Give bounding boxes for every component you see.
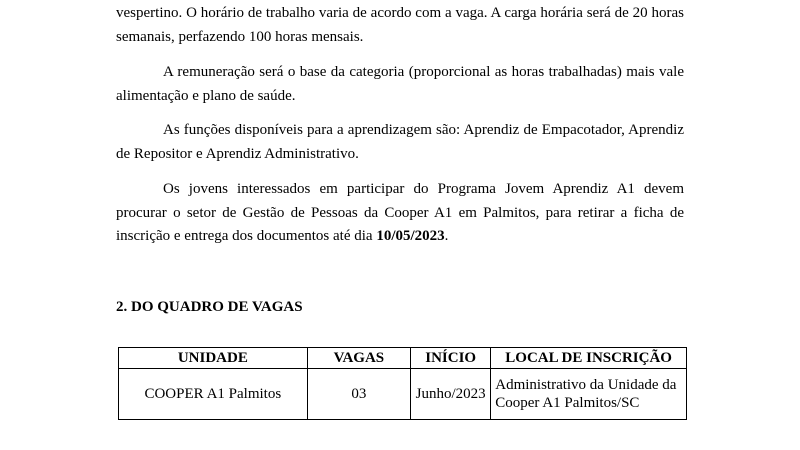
paragraph-functions-text: As funções disponíveis para a aprendizagem são: Aprendiz de Empacotador, Aprendiz de Repositor e Aprendiz Administrativo. [116,122,684,162]
header-vagas: VAGAS [307,348,410,369]
paragraph-work-hours [116,2,684,49]
header-unidade: UNIDADE [119,348,308,369]
section-title: 2. DO QUADRO DE VAGAS [116,299,303,315]
paragraph-remuneration-text: A remuneração será o base da categoria (proporcional as horas trabalhadas) mais vale alimentação e plano de saúde. [116,64,684,104]
table-row [119,369,687,420]
cell-unidade: COOPER A1 Palmitos [119,369,308,420]
paragraph-registration [116,178,684,249]
header-local: LOCAL DE INSCRIÇÃO [491,348,687,369]
registration-deadline: 10/05/2023 [376,228,445,244]
paragraph-registration-text: Os jovens interessados em participar do Programa Jovem Aprendiz A1 devem procurar o setor de Gestão de Pessoas da Cooper A1 em Palmitos, para retirar a ficha de inscrição e entrega dos documentos até dia [116,181,684,244]
paragraph-functions [116,119,684,166]
cell-vagas: 03 [307,369,410,420]
vacancies-table [118,347,687,420]
cell-inicio: Junho/2023 [411,369,491,420]
paragraph-work-hours-text: vespertino. O horário de trabalho varia de acordo com a vaga. A carga horária será de 20 horas semanais, perfazendo 100 horas mensais. [116,5,684,45]
header-inicio: INÍCIO [411,348,491,369]
cell-local: Administrativo da Unidade da Cooper A1 Palmitos/SC [491,369,687,420]
table-header-row [119,348,687,369]
paragraph-registration-end: . [444,228,449,244]
paragraph-remuneration [116,61,684,108]
